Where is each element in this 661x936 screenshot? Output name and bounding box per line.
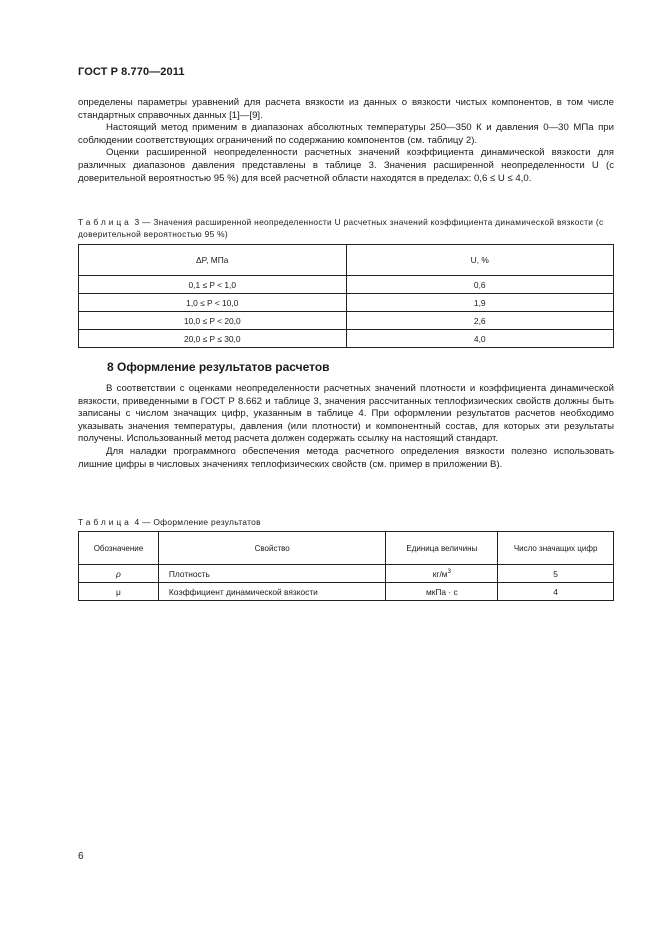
uncertainty-cell: 4,0 (346, 330, 614, 348)
table-row (79, 565, 614, 583)
pressure-range-cell: 10,0 ≤ P < 20,0 (79, 312, 347, 330)
section-paragraph-1: В соответствии с оценками неопределенности расчетных значений плотности и коэффициента динамической вязкости, приведенными в ГОСТ Р 8.662 и таблице 3, значения рассчитанных теплофизических свойств должны быть записаны с числом значащих цифр, указанным в таблице 4. При оформлении результатов расчетов необходимо указывать значения температуры, давления (или плотности) и компонентный состав, для которых эти результаты получены. Использованный метод расчета должен содержать ссылку на настоящий стандарт. (78, 383, 614, 445)
uncertainty-cell: 2,6 (346, 312, 614, 330)
digits-cell: 5 (498, 565, 614, 583)
column-header-digits: Число значащих цифр (498, 532, 614, 565)
column-header-unit: Единица величины (386, 532, 498, 565)
uncertainty-cell: 1,9 (346, 294, 614, 312)
column-header-uncertainty: U, % (346, 245, 614, 276)
uncertainty-table (78, 244, 614, 348)
digits-cell: 4 (498, 583, 614, 601)
unit-superscript: 3 (447, 568, 451, 575)
table-row (79, 583, 614, 601)
table-header-row (79, 532, 614, 565)
intro-paragraph-3: Оценки расширенной неопределенности расчетных значений коэффициента динамической вязкости для различных диапазонов давления представлены в таблице 3. Значения расширенной неопределенности U (с доверительной вероятностью 95 %) для всей расчетной области находятся в пределах: 0,6 ≤ U ≤ 4,0. (78, 147, 614, 184)
document-header: ГОСТ Р 8.770—2011 (78, 66, 185, 78)
table-header-row (79, 245, 614, 276)
uncertainty-cell: 0,6 (346, 276, 614, 294)
column-header-symbol: Обозначение (79, 532, 159, 565)
intro-paragraph-1: определены параметры уравнений для расчета вязкости из данных о вязкости чистых компонентов, в том числе стандартных справочных данных [1]—[9]. (78, 97, 614, 121)
symbol-cell (79, 583, 159, 601)
symbol-text: ρ (116, 568, 121, 579)
pressure-range-cell: 0,1 ≤ P < 1,0 (79, 276, 347, 294)
table3-caption-text: 3 — Значения расширенной неопределенности U расчетных значений коэффициента динамической вязкости (с доверительной вероятностью 95 %) (78, 217, 604, 239)
column-header-property: Свойство (158, 532, 386, 565)
table3-caption (78, 217, 614, 240)
symbol-cell (79, 565, 159, 583)
page-number: 6 (78, 851, 84, 862)
unit-text: мкПа · с (425, 586, 458, 597)
pressure-range-cell: 20,0 ≤ P ≤ 30,0 (79, 330, 347, 348)
results-format-table (78, 531, 614, 601)
column-header-pressure: ΔP, МПа (79, 245, 347, 276)
unit-cell (386, 565, 498, 583)
property-cell: Коэффициент динамической вязкости (158, 583, 386, 601)
section-heading: 8 Оформление результатов расчетов (107, 360, 330, 374)
table4-caption-text: 4 — Оформление результатов (134, 517, 261, 527)
table4-label: Таблица (78, 517, 132, 527)
symbol-text: μ (116, 586, 121, 597)
section-paragraph-2: Для наладки программного обеспечения метода расчетного определения вязкости полезно использовать лишние цифры в числовых значениях теплофизических свойств (см. пример в приложении В). (78, 445, 614, 470)
intro-paragraph-2: Настоящий метод применим в диапазонах абсолютных температуры 250—350 К и давления 0—30 МПа при соблюдении соответствующих ограничений по содержанию компонентов (см. таблицу 2). (78, 122, 614, 146)
table3-label: Таблица (78, 217, 132, 227)
unit-cell (386, 583, 498, 601)
table-row (79, 312, 614, 330)
table4-caption (78, 517, 614, 529)
intro-text (78, 97, 614, 185)
table-row (79, 294, 614, 312)
property-cell: Плотность (158, 565, 386, 583)
table-row (79, 276, 614, 294)
unit-text: кг/м (432, 568, 448, 579)
table-row (79, 330, 614, 348)
pressure-range-cell: 1,0 ≤ P < 10,0 (79, 294, 347, 312)
section-text (78, 383, 614, 471)
